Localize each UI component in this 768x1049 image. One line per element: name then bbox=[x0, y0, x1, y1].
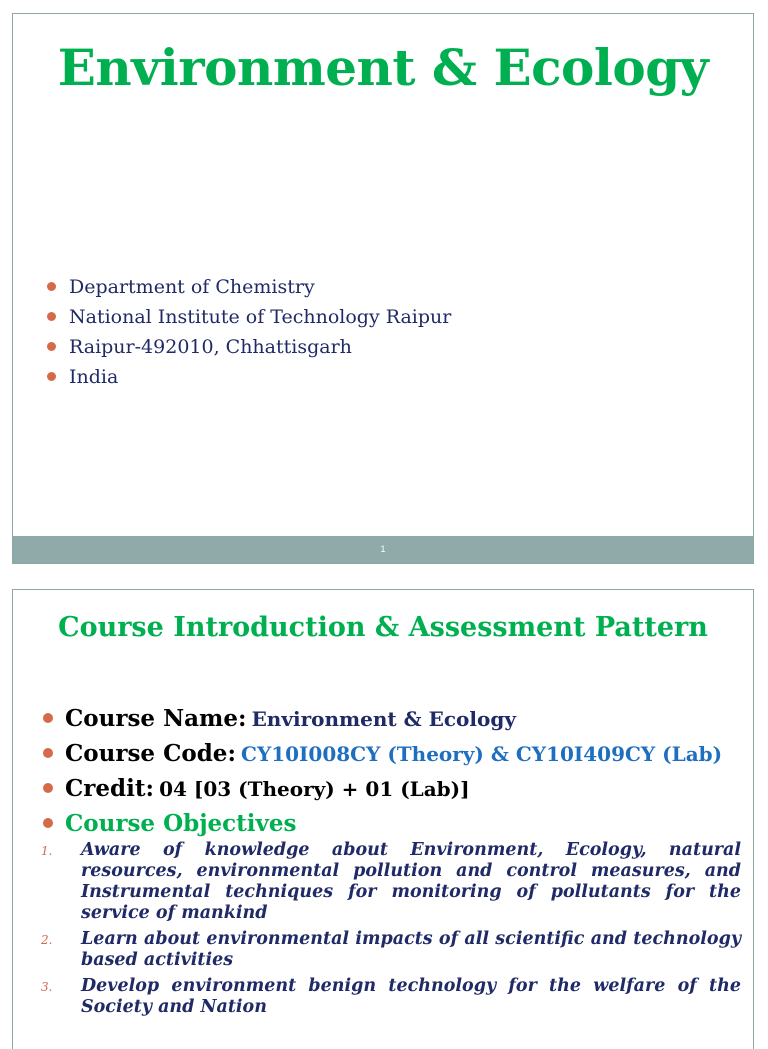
credit-label: Credit: bbox=[65, 775, 154, 802]
bullet-icon bbox=[43, 783, 53, 793]
objectives-heading-item bbox=[43, 807, 722, 842]
list-item: Department of Chemistry bbox=[47, 272, 451, 302]
slide-title: Environment & Ecology bbox=[57, 38, 709, 97]
slide-title: Course Introduction & Assessment Pattern bbox=[58, 612, 708, 643]
item-number: 2. bbox=[41, 933, 53, 947]
bullet-icon bbox=[43, 713, 53, 723]
credit-value: 04 [03 (Theory) + 01 (Lab)] bbox=[159, 777, 470, 801]
list-item: 2. Learn about environmental impacts of all scientific and technology based activities bbox=[41, 929, 741, 970]
course-name-label: Course Name: bbox=[65, 705, 247, 732]
page-number: 1 bbox=[380, 544, 386, 554]
course-code-label: Course Code: bbox=[65, 740, 236, 767]
bullet-icon bbox=[47, 372, 56, 381]
course-code-value: CY10I008CY (Theory) & CY10I409CY (Lab) bbox=[241, 742, 723, 766]
slide-2 bbox=[12, 589, 754, 1049]
list-item: Raipur-492010, Chhattisgarh bbox=[47, 332, 451, 362]
credit-item bbox=[43, 772, 722, 807]
course-code-item bbox=[43, 737, 722, 772]
slide-1 bbox=[12, 13, 754, 564]
affiliation-list bbox=[47, 272, 451, 392]
objectives-list bbox=[41, 840, 741, 1023]
objectives-heading: Course Objectives bbox=[65, 810, 297, 837]
bullet-icon bbox=[43, 818, 53, 828]
slide-footer-bar bbox=[13, 536, 753, 563]
list-item: 3. Develop environment benign technology for the welfare of the Society and Nation bbox=[41, 976, 741, 1017]
list-item: India bbox=[47, 362, 451, 392]
bullet-icon bbox=[47, 342, 56, 351]
bullet-icon bbox=[43, 748, 53, 758]
course-name-item bbox=[43, 702, 722, 737]
item-number: 3. bbox=[41, 980, 53, 994]
list-item: National Institute of Technology Raipur bbox=[47, 302, 451, 332]
bullet-icon bbox=[47, 312, 56, 321]
list-item: 1. Aware of knowledge about Environment, Ecology, natural resources, environmental pollution and control measures, and Instrumental techniques for monitoring of pollutants for the service of mankind bbox=[41, 840, 741, 923]
bullet-icon bbox=[47, 282, 56, 291]
item-number: 1. bbox=[41, 844, 53, 858]
course-name-value: Environment & Ecology bbox=[251, 707, 516, 731]
course-info-list bbox=[43, 702, 722, 842]
